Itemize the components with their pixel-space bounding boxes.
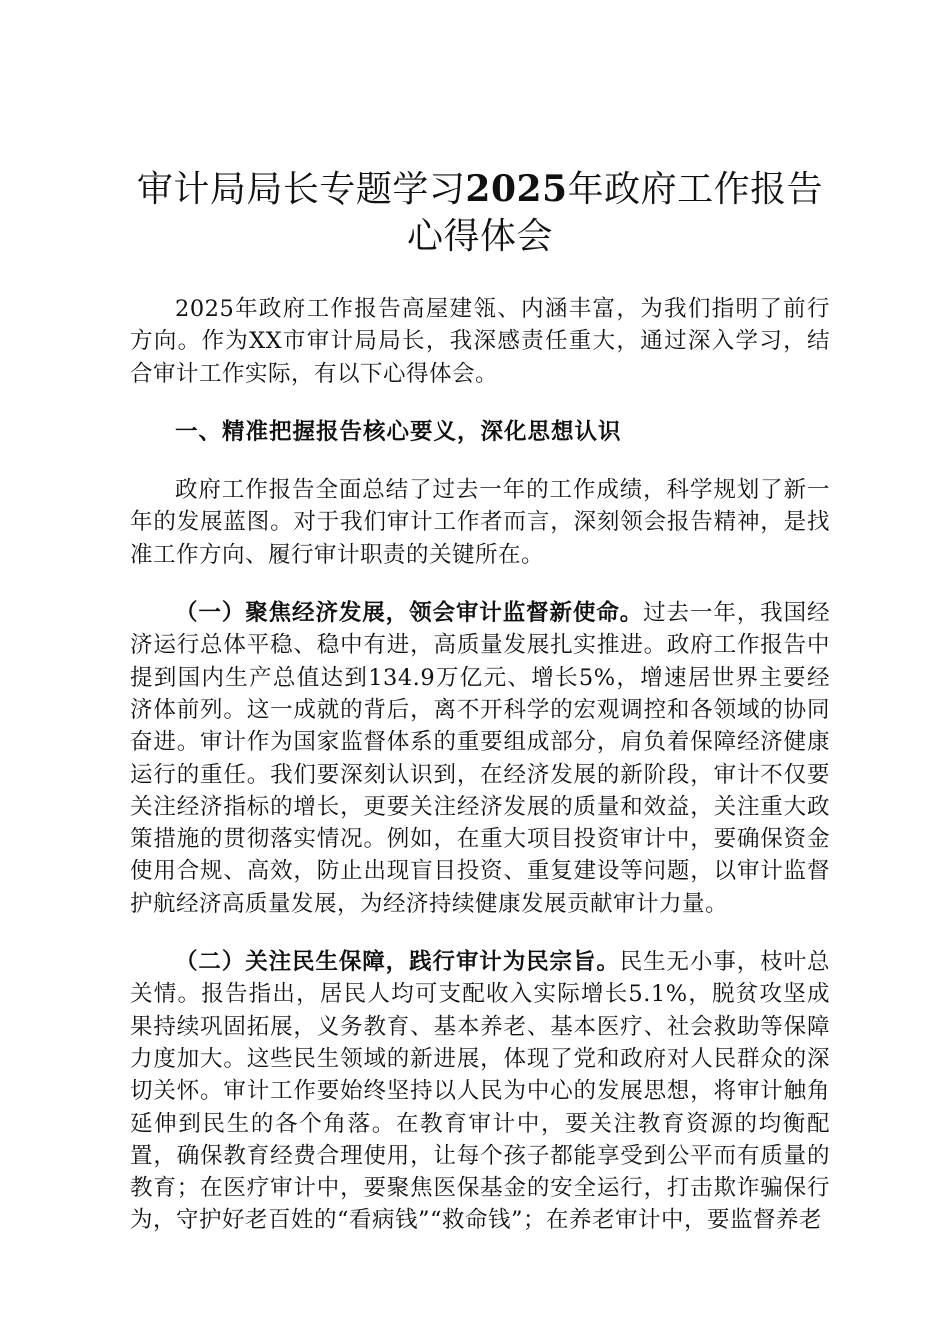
intro-paragraph: 2025年政府工作报告高屋建瓴、内涵丰富，为我们指明了前行方向。作为XX市审计局局长，我深感责任重大，通过深入学习，结合审计工作实际，有以下心得体会。 <box>130 296 830 387</box>
document-title <box>130 166 830 260</box>
subsection-body-1: 过去一年，我国经济运行总体平稳、稳中有进，高质量发展扎实推进。政府工作报告中提到国内生产总值达到134.9万亿元、增长5%，增速居世界主要经济体前列。这一成就的背后，离不开科学的宏观调控和各领域的协同奋进。审计作为国家监督体系的重要组成部分，肩负着保障经济健康运行的重任。我们要深刻认识到，在经济发展的新阶段，审计不仅要关注经济指标的增长，更要关注经济发展的质量和效益，关注重大政策措施的贯彻落实情况。例如，在重大项目投资审计中，要确保资金使用合规、高效，防止出现盲目投资、重复建设等问题，以审计监督护航经济高质量发展，为经济持续健康发展贡献审计力量。 <box>130 600 830 917</box>
subsection-paragraph-2 <box>130 946 830 1237</box>
subsection-body-2: 民生无小事，枝叶总关情。报告指出，居民人均可支配收入实际增长5.1%，脱贫攻坚成果持续巩固拓展，义务教育、基本养老、基本医疗、社会救助等保障力度加大。这些民生领域的新进展，体现了党和政府对人民群众的深切关怀。审计工作要始终坚持以人民为中心的发展思想，将审计触角延伸到民生的各个角落。在教育审计中，要关注教育资源的均衡配置，确保教育经费合理使用，让每个孩子都能享受到公平而有质量的教育；在医疗审计中，要聚焦医保基金的安全运行，打击欺诈骗保行为，守护好老百姓的“看病钱”“救命钱”；在养老审计中，要监督养老 <box>130 949 830 1234</box>
document-body <box>130 166 830 1237</box>
title-part2: 年政府工作报告心得体会 <box>406 169 824 257</box>
subsection-paragraph-1 <box>130 597 830 920</box>
title-part1: 审计局局长专题学习 <box>136 169 466 210</box>
section-heading: 一、精准把握报告核心要义，深化思想认识 <box>175 418 622 445</box>
title-year: 2025 <box>465 168 568 210</box>
subsection-lead-2: （二）关注民生保障，践行审计为民宗旨。 <box>175 949 620 976</box>
subsection-lead-1: （一）聚焦经济发展，领会审计监督新使命。 <box>175 600 644 627</box>
section-intro-paragraph: 政府工作报告全面总结了过去一年的工作成绩，科学规划了新一年的发展蓝图。对于我们审计工作者而言，深刻领会报告精神，是找准工作方向、履行审计职责的关键所在。 <box>130 477 830 568</box>
